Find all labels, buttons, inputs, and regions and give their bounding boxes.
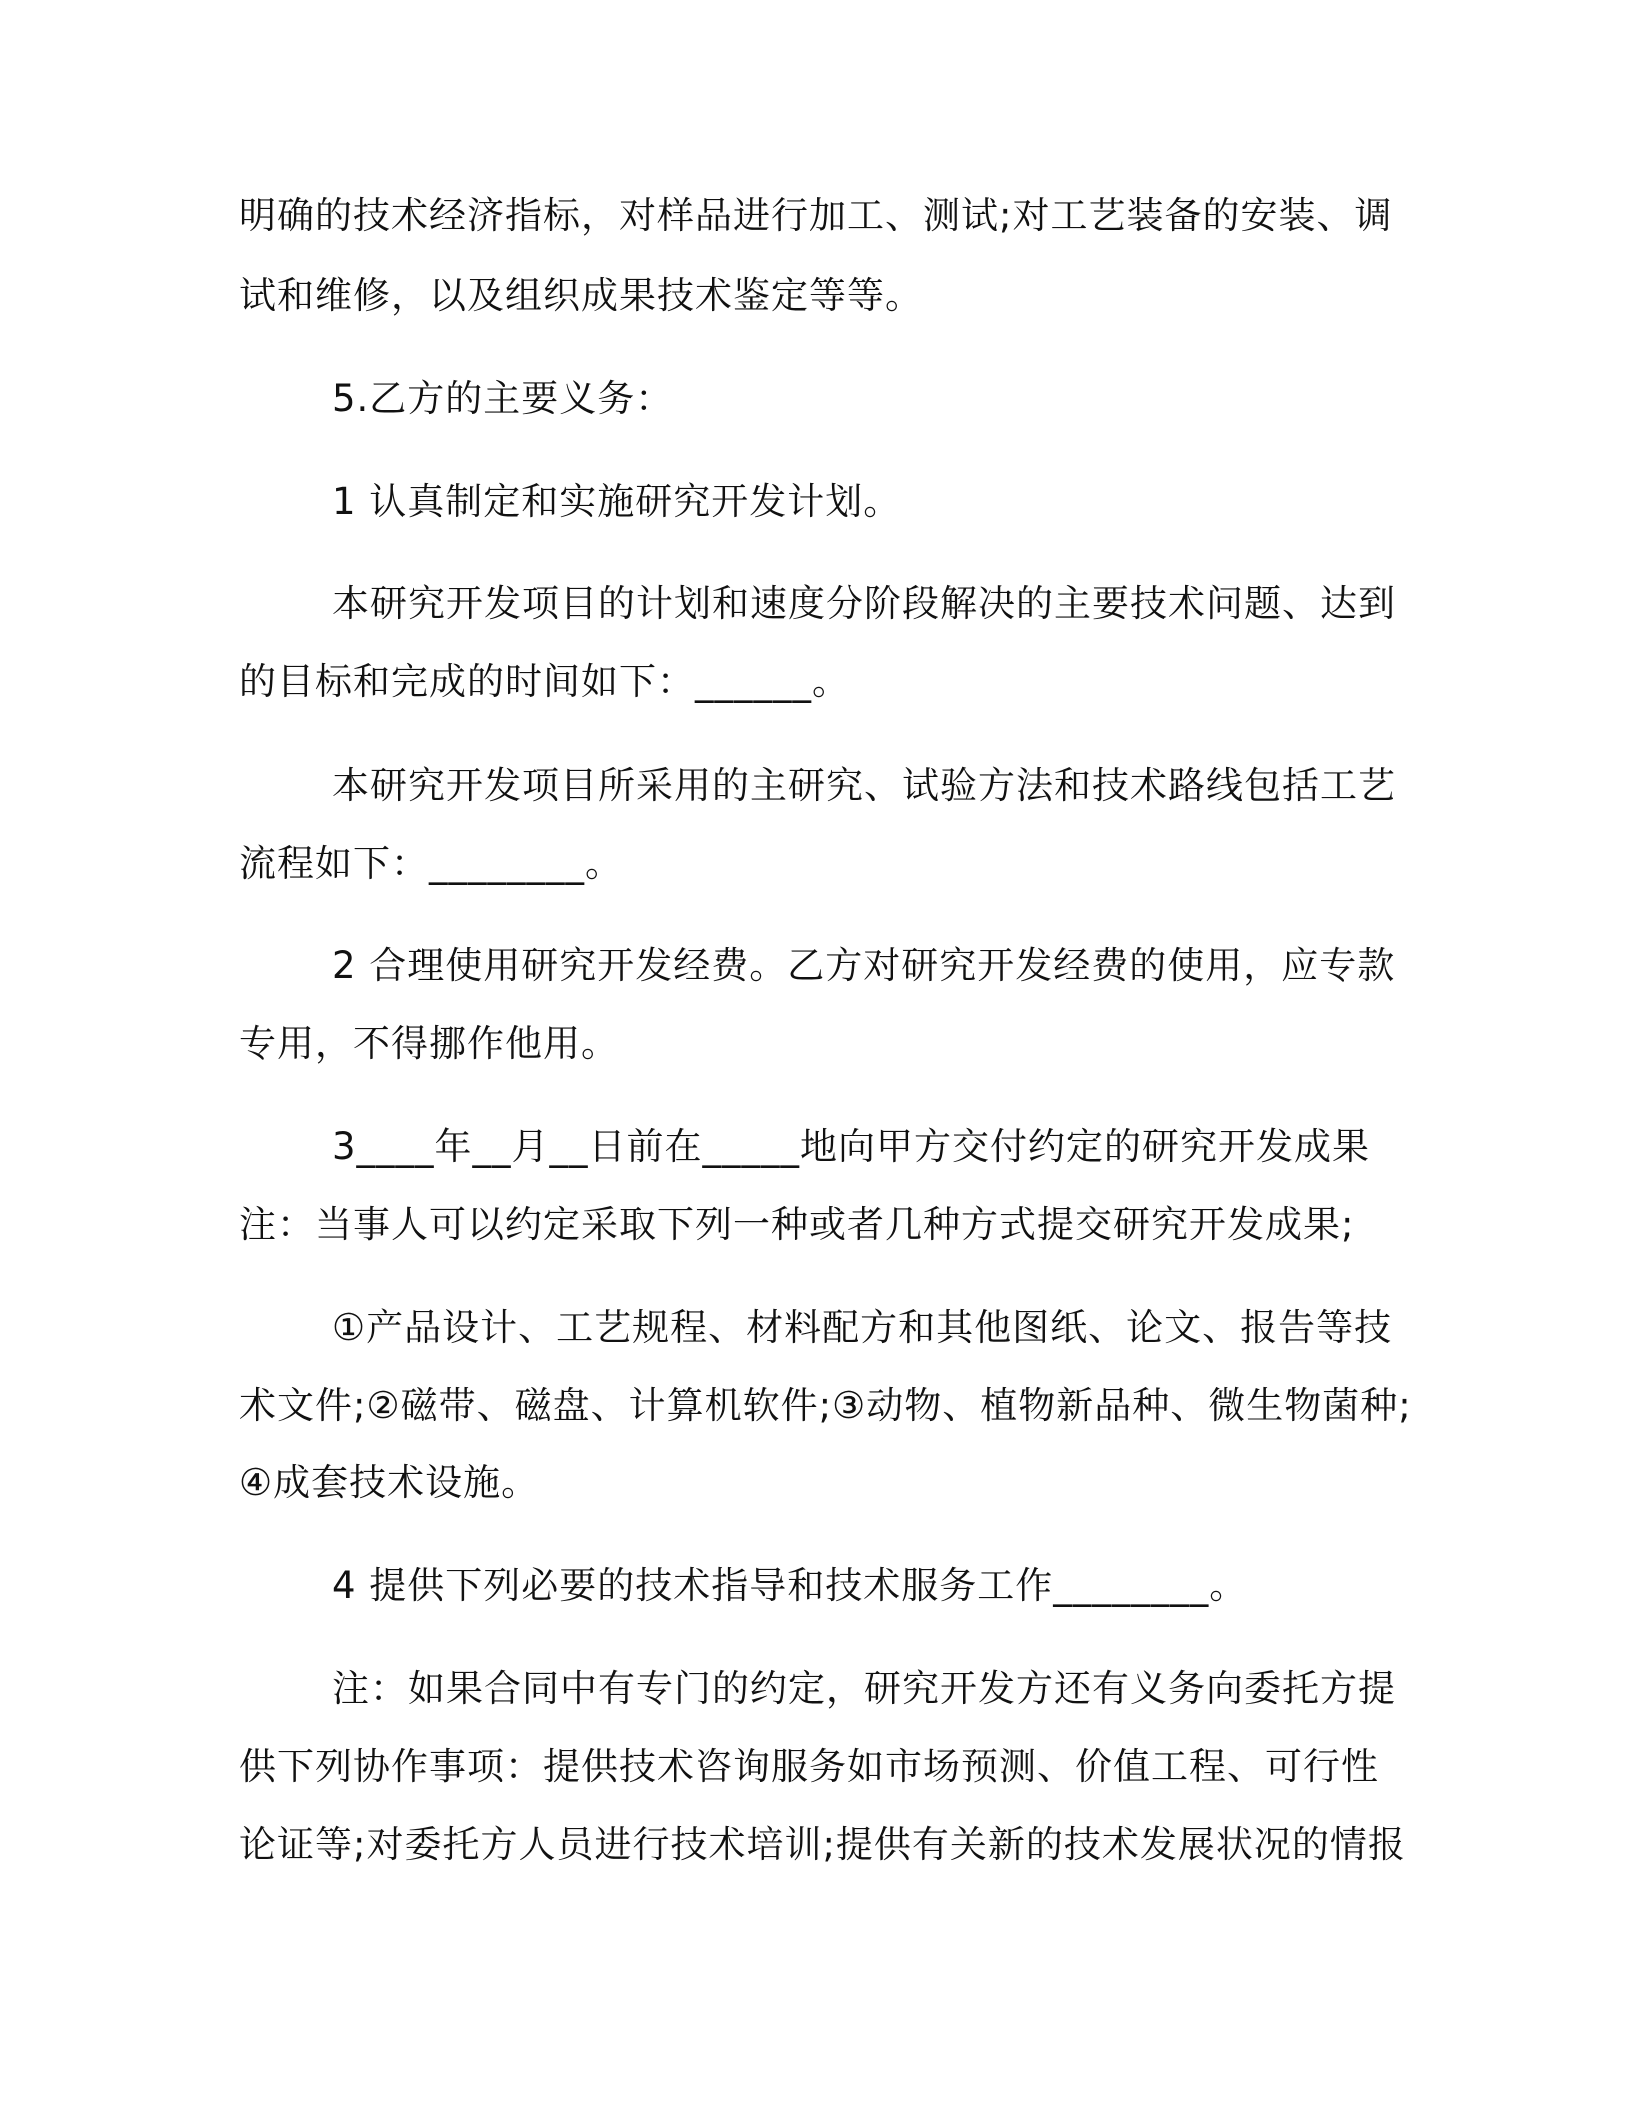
text-line: 4 提供下列必要的技术指导和技术服务工作________。: [332, 1564, 1248, 1607]
text-line: 的目标和完成的时间如下：______。: [239, 660, 850, 703]
text-line: 注：如果合同中有专门的约定，研究开发方还有义务向委托方提: [332, 1667, 1396, 1710]
text-line: 本研究开发项目的计划和速度分阶段解决的主要技术问题、达到: [332, 582, 1396, 625]
text-line: 供下列协作事项：提供技术咨询服务如市场预测、价值工程、可行性: [239, 1745, 1379, 1788]
text-line: 1 认真制定和实施研究开发计划。: [332, 480, 902, 523]
text-line: 术文件;②磁带、磁盘、计算机软件;③动物、植物新品种、微生物菌种;: [239, 1384, 1412, 1427]
text-line: ④成套技术设施。: [239, 1461, 540, 1504]
text-line: 明确的技术经济指标，对样品进行加工、测试;对工艺装备的安装、调: [239, 194, 1393, 237]
text-line: 2 合理使用研究开发经费。乙方对研究开发经费的使用，应专款: [332, 944, 1396, 987]
text-line: ①产品设计、工艺规程、材料配方和其他图纸、论文、报告等技: [332, 1306, 1393, 1349]
text-line: 注：当事人可以约定采取下列一种或者几种方式提交研究开发成果;: [239, 1203, 1355, 1246]
text-line: 本研究开发项目所采用的主研究、试验方法和技术路线包括工艺: [332, 764, 1396, 807]
text-line: 试和维修，以及组织成果技术鉴定等等。: [239, 274, 923, 317]
text-line: 论证等;对委托方人员进行技术培训;提供有关新的技术发展状况的情报: [239, 1823, 1406, 1866]
text-line: 专用，不得挪作他用。: [239, 1022, 619, 1065]
text-line: 3____年__月__日前在_____地向甲方交付约定的研究开发成果: [332, 1125, 1371, 1168]
section-heading: 5.乙方的主要义务：: [332, 377, 674, 420]
text-line: 流程如下：________。: [239, 842, 623, 885]
